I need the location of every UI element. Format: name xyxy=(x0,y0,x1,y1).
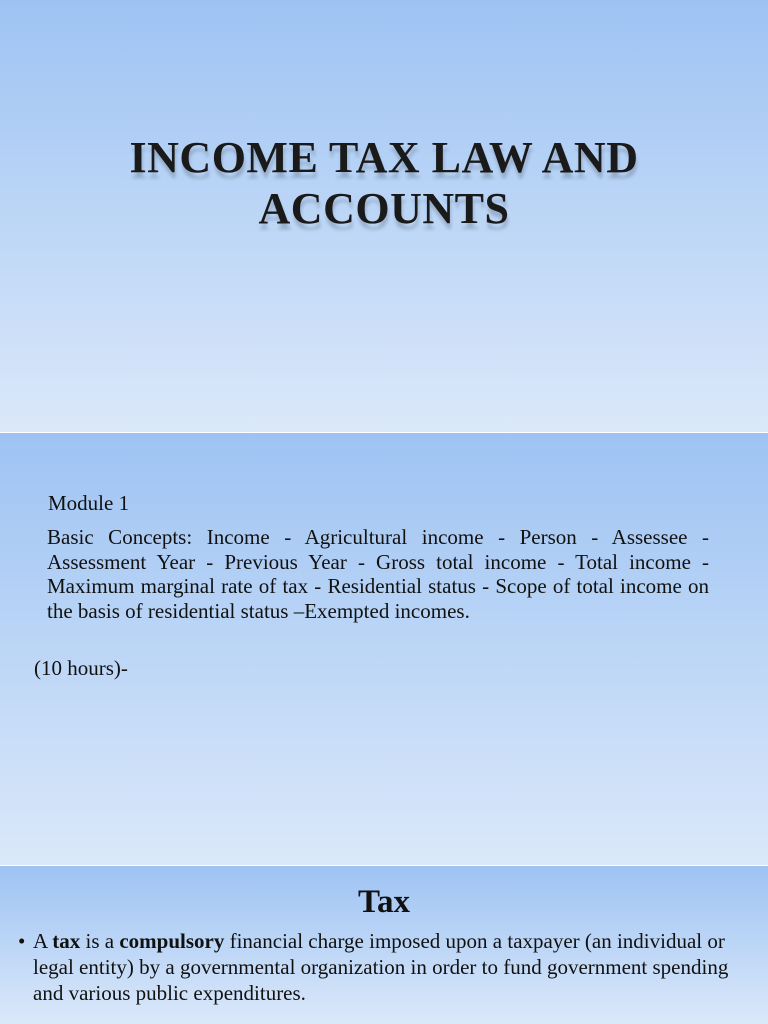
slide-title: INCOME TAX LAW AND ACCOUNTS xyxy=(129,133,639,233)
tax-definition-bullet xyxy=(18,928,748,1006)
definition-bold-compulsory: compulsory xyxy=(119,929,225,953)
module-heading: Module 1 xyxy=(48,491,130,515)
bullet-icon: • xyxy=(18,929,26,953)
tax-definition-text xyxy=(33,928,748,1006)
tax-slide xyxy=(0,866,768,1024)
definition-part-2: is a xyxy=(80,929,120,953)
basic-concepts-text: Basic Concepts: Income - Agricultural income - Person - Assessee - Assessment Year - Previous Year - Gross total income - Total income - Maximum marginal rate of tax - Residential status - Scope of total income on the basis of residential status –Exempted incomes. xyxy=(47,525,709,623)
tax-heading: Tax xyxy=(358,884,410,920)
title-slide xyxy=(0,0,768,432)
module-slide xyxy=(0,433,768,865)
definition-bold-tax: tax xyxy=(52,929,81,953)
definition-part-1: A xyxy=(33,929,53,953)
hours-text: (10 hours)- xyxy=(34,656,128,680)
definition-part-3: financial charge imposed upon a taxpayer (an individual or legal entity) by a governmental organization in order to fund government spending and various public expenditures. xyxy=(33,929,729,1005)
